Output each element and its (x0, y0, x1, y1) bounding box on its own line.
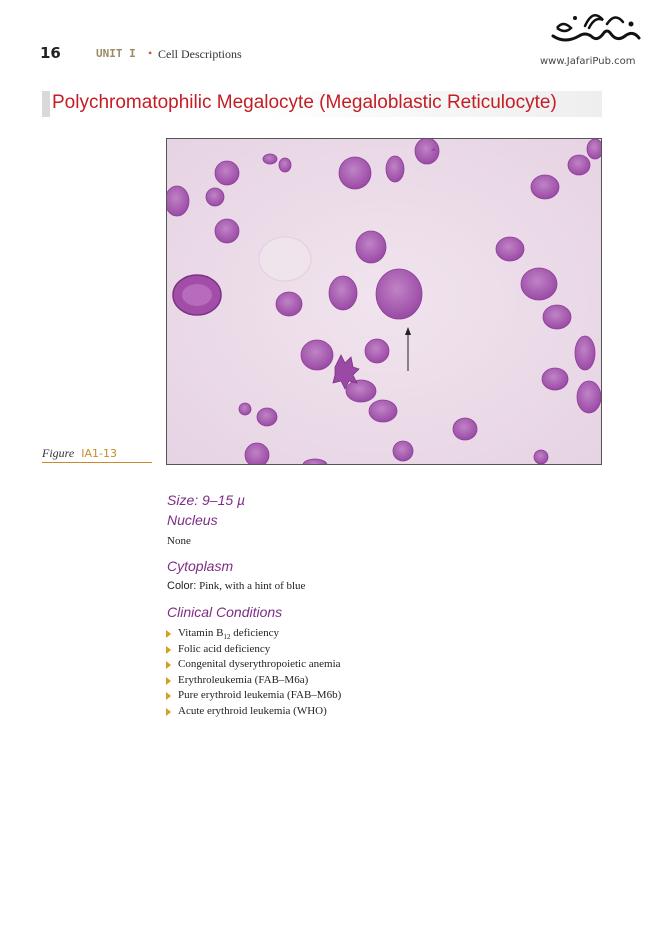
page-number: 16 (40, 44, 61, 62)
condition-item: Acute erythroid leukemia (WHO) (166, 705, 341, 721)
bullet-triangle-icon (166, 630, 171, 638)
color-value: Pink, with a hint of blue (199, 580, 306, 592)
condition-item: Vitamin $B_{12}$ deficiency (166, 627, 341, 643)
nucleus-text: None (167, 535, 191, 547)
color-label: Color: (167, 580, 197, 592)
nucleus-heading: Nucleus (167, 512, 218, 528)
bullet-triangle-icon (166, 646, 171, 654)
blood-smear-micrograph (166, 138, 602, 465)
header-separator: • (148, 46, 153, 60)
page-title: Polychromatophilic Megalocyte (Megaloblastic Reticulocyte) (52, 92, 557, 113)
cytoplasm-color (167, 580, 305, 592)
condition-item: Erythroleukemia (FAB–M6a) (166, 674, 341, 690)
section-title: Cell Descriptions (158, 47, 242, 61)
size-heading: Size: 9–15 µ (167, 492, 246, 508)
bullet-triangle-icon (166, 677, 171, 685)
clinical-conditions-heading: Clinical Conditions (167, 604, 283, 620)
condition-item: Congenital dyserythropoietic anemia (166, 658, 341, 674)
figure-caption (42, 446, 117, 461)
figure-rule (42, 462, 152, 463)
condition-item: Pure erythroid leukemia (FAB–M6b) (166, 689, 341, 705)
bullet-triangle-icon (166, 692, 171, 700)
condition-item: Folic acid deficiency (166, 643, 341, 659)
running-header (40, 44, 340, 64)
figure-label-text: Figure (42, 446, 75, 460)
cytoplasm-heading: Cytoplasm (167, 558, 234, 574)
bullet-triangle-icon (166, 708, 171, 716)
logo-url: www.JafariPub.com (540, 56, 636, 67)
unit-label: UNIT I (96, 47, 136, 60)
figure-number: IA1-13 (81, 447, 117, 460)
clinical-conditions-list (166, 627, 341, 720)
bullet-triangle-icon (166, 661, 171, 669)
